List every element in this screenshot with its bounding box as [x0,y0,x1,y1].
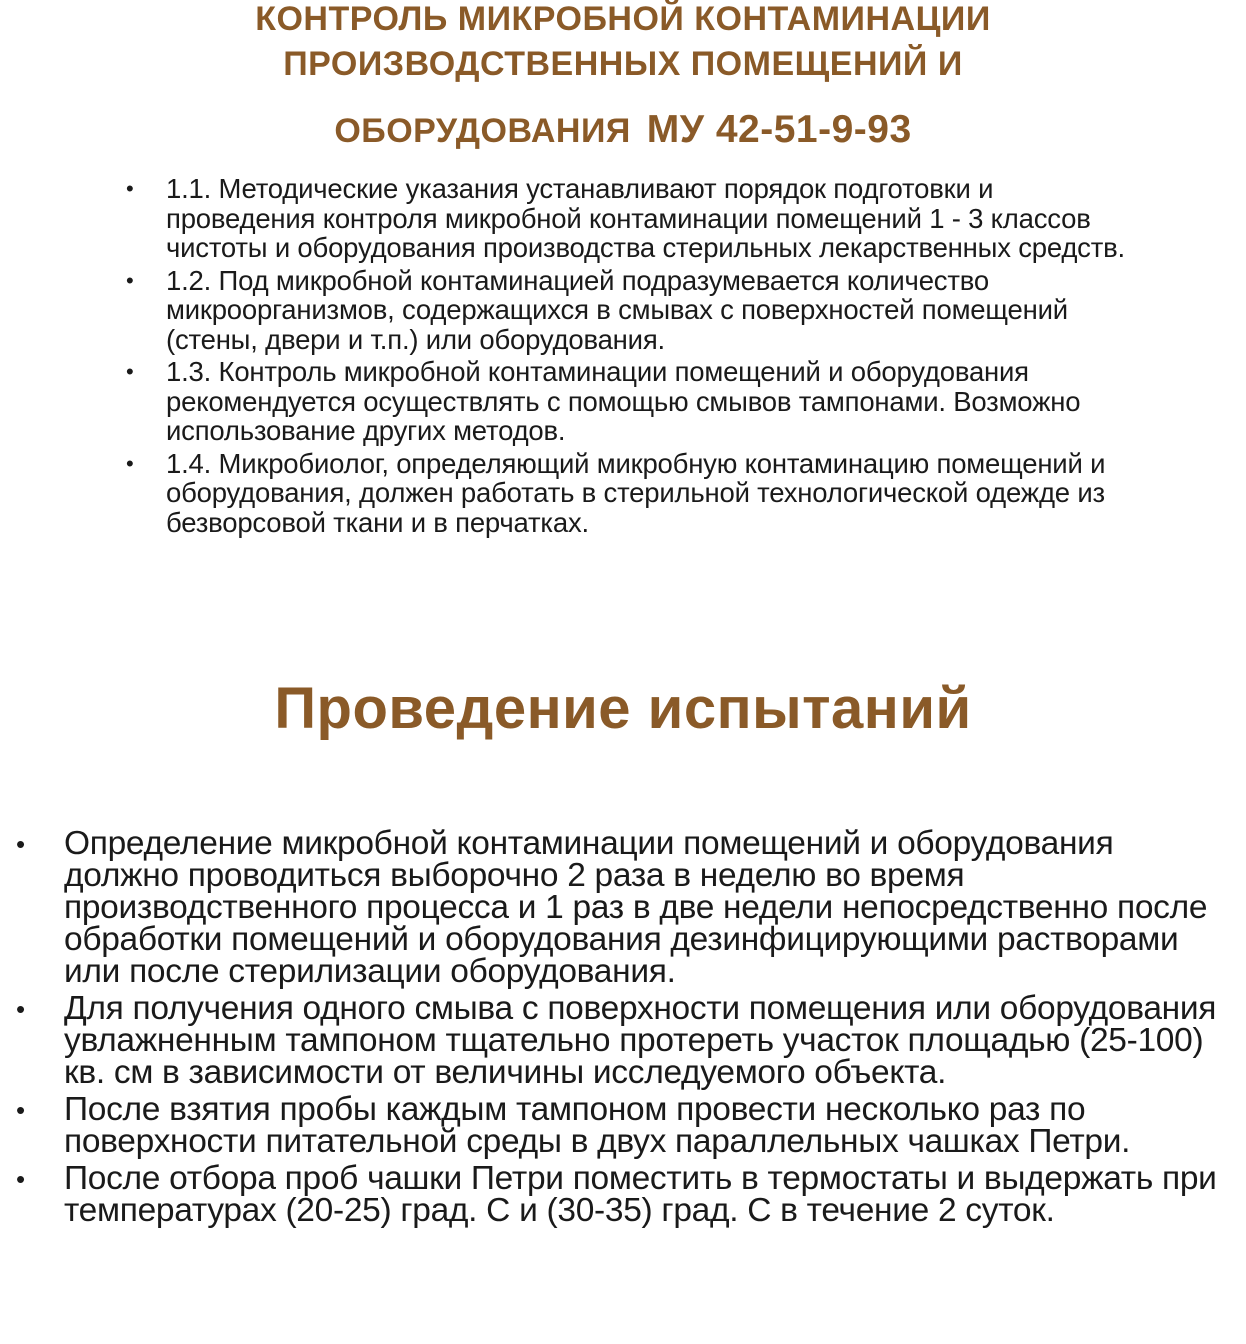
list-item-text: После отбора проб чашки Петри поместить в термостаты и выдержать при температурах (20-25) град. С и (30-35) град. С в течение 2 суток. [64,1160,1217,1229]
list-item [118,449,1128,538]
list-item [10,990,1235,1091]
list-item-text: После взятия пробы каждым тампоном провести несколько раз по поверхности питательной среды в двух параллельных чашках Петри. [64,1091,1131,1160]
list-item-text: Для получения одного смыва с поверхности помещения или оборудования увлажненным тампоном тщательно протереть участок площадью (25-100) кв. см в зависимости от величины исследуемого объекта. [64,990,1217,1091]
list-item-text: Определение микробной контаминации помещений и оборудования должно проводиться выборочно 2 раза в неделю во время производственного процесса и 1 раз в две недели непосредственно после обработки помещений и оборудования дезинфицирующими растворами или после стерилизации оборудования. [64,825,1208,990]
title-line-3-text: ОБОРУДОВАНИЯ [334,112,631,150]
bullet-icon: • [126,359,134,384]
list-item [118,266,1128,355]
testing-procedure-list [10,825,1235,1232]
list-item [10,1160,1235,1229]
bullet-icon: • [126,450,134,476]
bullet-icon: • [16,1164,25,1194]
list-item-text: 1.3. Контроль микробной контаминации помещений и оборудования рекомендуется осуществлять с помощью смывов тампонами. Возможно использование других методов. [166,356,1081,446]
document-code: МУ 42-51-9-93 [646,108,912,151]
list-item-text: 1.4. Микробиолог, определяющий микробную контаминацию помещений и оборудования, должен работать в стерильной технологической одежде из безворсовой ткани и в перчатках. [166,447,1106,538]
bullet-icon: • [16,1095,25,1125]
general-provisions-list [118,174,1128,540]
list-item-text: 1.1. Методические указания устанавливают порядок подготовки и проведения контроля микробной контаминации помещений 1 - 3 классов чистоты и оборудования производства стерильных лекарственных средств. [166,173,1125,263]
title-line-3 [0,108,1246,151]
bullet-icon: • [16,829,25,859]
title-line-1: КОНТРОЛЬ МИКРОБНОЙ КОНТАМИНАЦИИ [255,0,991,38]
list-item [118,357,1128,446]
bullet-icon: • [126,176,134,201]
list-item [118,174,1128,263]
list-item-text: 1.2. Под микробной контаминацией подразумевается количество микроорганизмов, содержащихся в смывах с поверхностей помещений (стены, двери и т.п.) или оборудования. [166,264,1068,355]
title-line-2: ПРОИЗВОДСТВЕННЫХ ПОМЕЩЕНИЙ И [283,45,963,83]
list-item [10,1091,1235,1160]
list-item [10,825,1235,990]
bullet-icon: • [16,994,25,1024]
section-heading: Проведение испытаний [274,676,972,741]
bullet-icon: • [126,267,134,293]
